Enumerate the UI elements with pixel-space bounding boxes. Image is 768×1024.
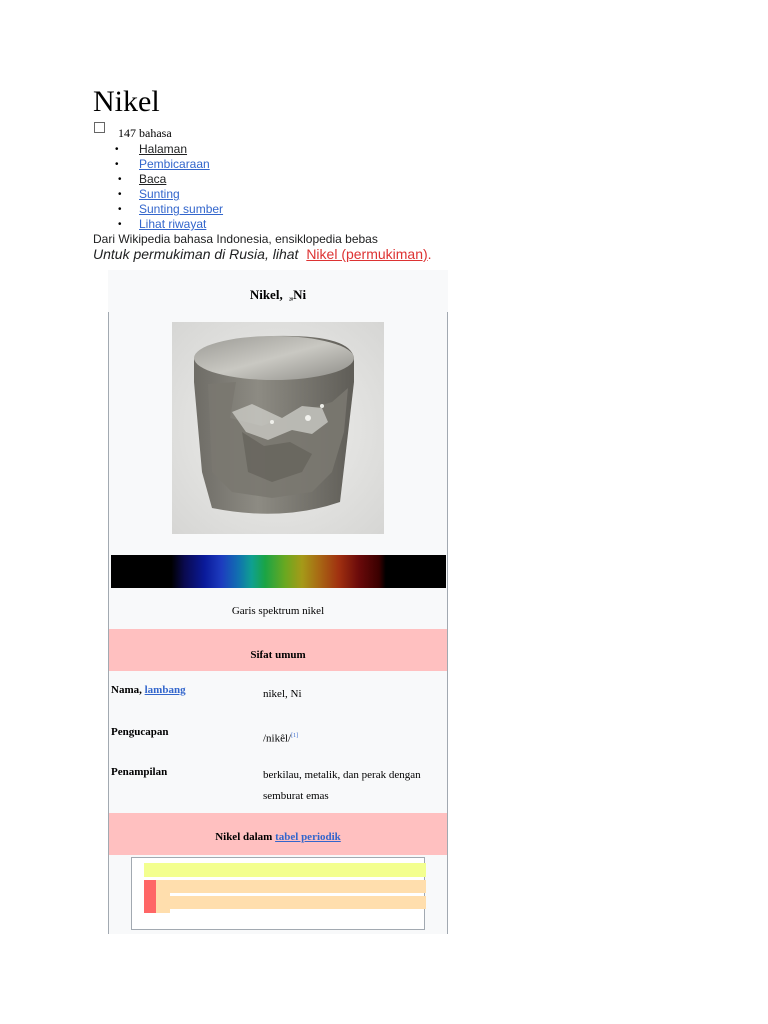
menu-item-label[interactable]: Lihat riwayat bbox=[139, 217, 207, 231]
nickel-photo[interactable] bbox=[172, 322, 384, 534]
reference-link[interactable]: [1] bbox=[291, 733, 299, 739]
periodic-prefix: Nikel dalam bbox=[215, 831, 273, 843]
periodic-row-block bbox=[156, 896, 426, 909]
language-count[interactable]: 147 bahasa bbox=[118, 126, 172, 140]
periodic-table-thumbnail[interactable] bbox=[131, 857, 425, 930]
infobox bbox=[108, 270, 448, 934]
row-value-pronunciation bbox=[263, 726, 443, 750]
hatnote-text: Untuk permukiman di Rusia, lihat bbox=[93, 246, 299, 262]
language-toggle-checkbox[interactable] bbox=[94, 122, 105, 133]
row-label-name bbox=[111, 684, 186, 696]
row-label-text: Nama, bbox=[111, 684, 142, 696]
periodic-column-block bbox=[144, 880, 156, 913]
page-title: Nikel bbox=[93, 85, 160, 118]
periodic-column-block bbox=[156, 880, 170, 913]
menu-item-label[interactable]: Sunting bbox=[139, 187, 180, 201]
bullet-icon: • bbox=[118, 204, 122, 215]
spectrum-caption: Garis spektrum nikel bbox=[231, 605, 325, 617]
row-value-appearance: berkilau, metalik, dan perak dengan semburat emas bbox=[263, 769, 421, 802]
spectrum-image[interactable] bbox=[111, 555, 446, 588]
bullet-icon: • bbox=[115, 159, 119, 170]
lambang-link[interactable]: lambang bbox=[144, 684, 186, 696]
periodic-row-block bbox=[144, 863, 426, 877]
bullet-icon: • bbox=[118, 189, 122, 200]
bullet-icon: • bbox=[115, 144, 119, 155]
menu-item-label[interactable]: Halaman bbox=[139, 142, 188, 156]
periodic-table-link[interactable]: tabel periodik bbox=[275, 831, 341, 843]
bullet-icon: • bbox=[118, 219, 122, 230]
periodic-row-block bbox=[156, 880, 426, 893]
row-label-appearance: Penampilan bbox=[111, 766, 168, 778]
pronunciation-text: /nikêl/ bbox=[263, 732, 292, 745]
row-value-name: nikel, Ni bbox=[263, 688, 302, 700]
bullet-icon: • bbox=[118, 174, 122, 185]
infobox-title-name: Nikel, bbox=[249, 287, 283, 302]
atomic-number: ₂₈ bbox=[288, 293, 294, 301]
menu-item-label[interactable]: Pembicaraan bbox=[139, 157, 210, 171]
section-header-periodic bbox=[108, 813, 448, 855]
site-subtitle: Dari Wikipedia bahasa Indonesia, ensiklopedia bebas bbox=[93, 232, 378, 246]
element-symbol: Ni bbox=[293, 287, 307, 302]
row-label-pronunciation: Pengucapan bbox=[111, 726, 169, 738]
menu-item-label[interactable]: Baca bbox=[139, 172, 167, 186]
nickel-chunk-image bbox=[172, 322, 384, 534]
menu-item-label[interactable]: Sunting sumber bbox=[139, 202, 224, 216]
hatnote bbox=[93, 246, 432, 262]
section-header-general: Sifat umum bbox=[108, 629, 448, 671]
infobox-title bbox=[108, 287, 448, 303]
hatnote-link[interactable]: Nikel (permukiman) bbox=[306, 246, 428, 262]
hatnote-suffix: . bbox=[427, 246, 432, 262]
